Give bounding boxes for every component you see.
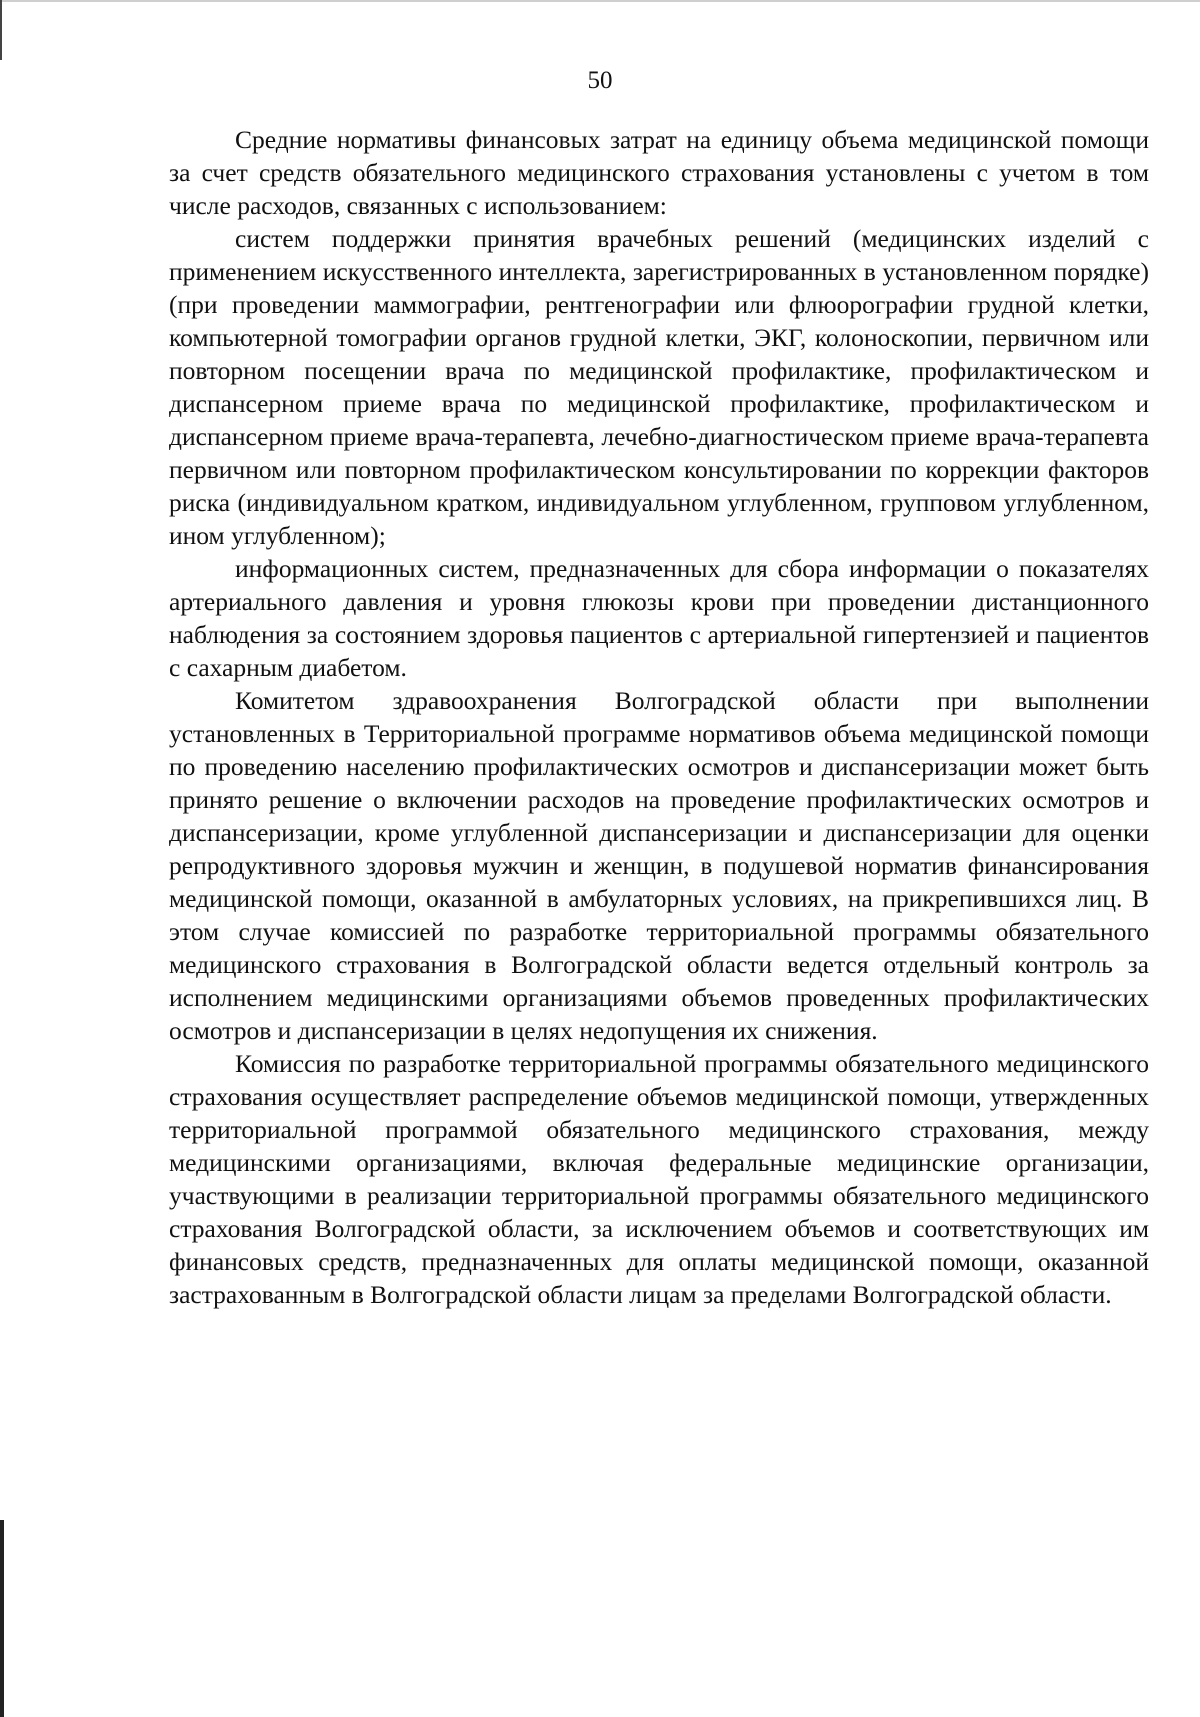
paragraph-financial-standards: Средние нормативы финансовых затрат на единицу объема медицинской помощи за счет средств обязательного медицинского страхования установлены с учетом в том числе расходов, связанных с использованием: [169, 125, 1149, 220]
scan-edge-bottom [0, 1520, 4, 1717]
document-body [169, 123, 1149, 1311]
scan-edge-top [0, 0, 2, 60]
page-number: 50 [587, 67, 613, 94]
paragraph-information-systems: информационных систем, предназначенных для сбора информации о показателях артериального давления и уровня глюкозы крови при проведении дистанционного наблюдения за состоянием здоровья пациентов с артериальной гипертензией и пациентов с сахарным диабетом. [169, 554, 1149, 682]
scan-top-rule [0, 0, 1200, 2]
paragraph-decision-support-systems: систем поддержки принятия врачебных решений (медицинских изделий с применением искусственного интеллекта, зарегистрированных в установленном порядке) (при проведении маммографии, рентгенографии или флюорографии грудной клетки, компьютерной томографии органов грудной клетки, ЭКГ, колоноскопии, первичном или повторном посещении врача по медицинской профилактике, профилактическом и диспансерном приеме врача по медицинской профилактике, профилактическом и диспансерном приеме врача-терапевта, лечебно-диагностическом приеме врача-терапевта первичном или повторном профилактическом консультировании по коррекции факторов риска (индивидуальном кратком, индивидуальном углубленном, групповом углубленном, ином углубленном); [169, 224, 1149, 550]
paragraph-commission-distribution: Комиссия по разработке территориальной программы обязательного медицинского страхования осуществляет распределение объемов медицинской помощи, утвержденных территориальной программой обязательного медицинского страхования, между медицинскими организациями, включая федеральные медицинские организации, участвующими в реализации территориальной программы обязательного медицинского страхования Волгоградской области, за исключением объемов и соответствующих им финансовых средств, предназначенных для оплаты медицинской помощи, оказанной застрахованным в Волгоградской области лицам за пределами Волгоградской области. [169, 1049, 1149, 1309]
paragraph-health-committee: Комитетом здравоохранения Волгоградской области при выполнении установленных в Территориальной программе нормативов объема медицинской помощи по проведению населению профилактических осмотров и диспансеризации может быть принято решение о включении расходов на проведение профилактических осмотров и диспансеризации, кроме углубленной диспансеризации и диспансеризации для оценки репродуктивного здоровья мужчин и женщин, в подушевой норматив финансирования медицинской помощи, оказанной в амбулаторных условиях, на прикрепившихся лиц. В этом случае комиссией по разработке территориальной программы обязательного медицинского страхования в Волгоградской области ведется отдельный контроль за исполнением медицинскими организациями объемов проведенных профилактических осмотров и диспансеризации в целях недопущения их снижения. [169, 686, 1149, 1045]
